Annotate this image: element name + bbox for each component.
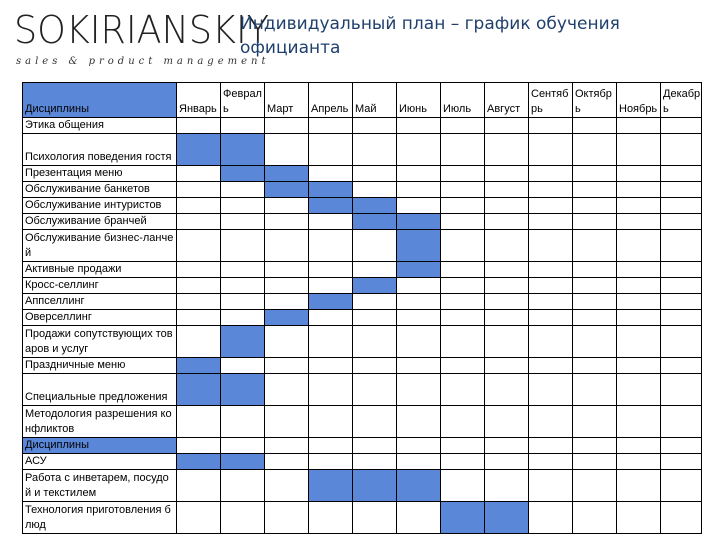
schedule-cell: [573, 406, 617, 438]
schedule-cell: [309, 438, 353, 454]
header-month: Сентяб рь: [529, 83, 573, 118]
schedule-cell-active: [309, 294, 353, 310]
table-row: [23, 294, 702, 310]
schedule-cell: [529, 310, 573, 326]
table-row: [23, 502, 702, 534]
schedule-cell: [441, 198, 485, 214]
table-row: [23, 134, 702, 166]
schedule-cell-active: [353, 278, 397, 294]
schedule-cell: [397, 198, 441, 214]
schedule-cell: [485, 198, 529, 214]
schedule-cell: [617, 358, 661, 374]
discipline-name: Обслуживание бизнес-ланчей: [23, 230, 177, 262]
schedule-cell: [573, 438, 617, 454]
schedule-cell-active: [485, 502, 529, 534]
schedule-cell: [661, 278, 702, 294]
schedule-cell: [617, 118, 661, 134]
table-row: [23, 166, 702, 182]
table-row: [23, 310, 702, 326]
header-month: Апрель: [309, 83, 353, 118]
header-month: Июль: [441, 83, 485, 118]
schedule-cell: [309, 262, 353, 278]
schedule-cell: [573, 118, 617, 134]
schedule-cell: [441, 182, 485, 198]
schedule-cell: [353, 502, 397, 534]
table-row: [23, 230, 702, 262]
schedule-cell: [617, 182, 661, 198]
schedule-cell: [265, 406, 309, 438]
table-row: [23, 214, 702, 230]
schedule-cell: [485, 134, 529, 166]
schedule-cell: [309, 230, 353, 262]
schedule-cell: [265, 262, 309, 278]
schedule-cell: [353, 294, 397, 310]
schedule-cell-active: [353, 198, 397, 214]
table-row: [23, 118, 702, 134]
schedule-cell: [485, 438, 529, 454]
schedule-cell: [573, 230, 617, 262]
schedule-cell: [353, 406, 397, 438]
schedule-cell: [617, 198, 661, 214]
schedule-cell: [661, 310, 702, 326]
schedule-cell: [265, 214, 309, 230]
schedule-cell: [441, 118, 485, 134]
schedule-cell: [485, 326, 529, 358]
schedule-cell: [221, 182, 265, 198]
schedule-cell-active: [441, 502, 485, 534]
schedule-cell: [529, 198, 573, 214]
schedule-cell: [617, 310, 661, 326]
schedule-cell-active: [353, 470, 397, 502]
schedule-cell: [353, 438, 397, 454]
schedule-cell: [617, 134, 661, 166]
schedule-cell: [485, 118, 529, 134]
schedule-cell: [397, 454, 441, 470]
schedule-cell: [221, 438, 265, 454]
schedule-cell: [573, 326, 617, 358]
schedule-cell: [617, 502, 661, 534]
schedule-cell: [221, 358, 265, 374]
schedule-cell: [485, 310, 529, 326]
schedule-cell: [177, 310, 221, 326]
schedule-cell: [221, 230, 265, 262]
schedule-cell: [397, 438, 441, 454]
schedule-cell-active: [309, 198, 353, 214]
schedule-cell: [265, 118, 309, 134]
schedule-cell: [661, 262, 702, 278]
schedule-cell: [485, 182, 529, 198]
schedule-cell: [309, 326, 353, 358]
header-month: Январь: [177, 83, 221, 118]
schedule-cell: [265, 470, 309, 502]
schedule-cell-active: [397, 214, 441, 230]
schedule-cell: [309, 406, 353, 438]
schedule-cell: [661, 438, 702, 454]
schedule-cell: [221, 310, 265, 326]
table-row: [23, 454, 702, 470]
schedule-cell: [309, 310, 353, 326]
schedule-cell: [353, 454, 397, 470]
schedule-cell: [485, 406, 529, 438]
schedule-cell: [529, 214, 573, 230]
schedule-cell: [617, 470, 661, 502]
schedule-cell: [529, 454, 573, 470]
discipline-name: Этика общения: [23, 118, 177, 134]
header-month: Декабр ь: [661, 83, 702, 118]
schedule-cell: [617, 374, 661, 406]
schedule-cell: [353, 182, 397, 198]
logo-tagline: sales & product management: [16, 56, 270, 67]
discipline-name: Кросс-селлинг: [23, 278, 177, 294]
discipline-name: Психология поведения гостя: [23, 134, 177, 166]
discipline-name: Специальные предложения: [23, 374, 177, 406]
schedule-cell: [265, 230, 309, 262]
schedule-cell-active: [353, 214, 397, 230]
schedule-cell: [441, 358, 485, 374]
schedule-cell: [529, 262, 573, 278]
schedule-cell: [617, 294, 661, 310]
schedule-cell: [441, 470, 485, 502]
schedule-cell: [309, 118, 353, 134]
schedule-cell: [661, 166, 702, 182]
discipline-name: Праздничные меню: [23, 358, 177, 374]
schedule-cell: [309, 278, 353, 294]
schedule-cell: [441, 214, 485, 230]
discipline-name: Обслуживание интуристов: [23, 198, 177, 214]
schedule-cell: [529, 294, 573, 310]
schedule-cell: [441, 326, 485, 358]
schedule-cell: [617, 166, 661, 182]
schedule-cell: [661, 118, 702, 134]
schedule-cell: [573, 214, 617, 230]
schedule-cell: [353, 310, 397, 326]
schedule-cell: [221, 502, 265, 534]
schedule-cell-active: [265, 166, 309, 182]
schedule-cell: [573, 166, 617, 182]
schedule-cell: [485, 454, 529, 470]
schedule-cell: [529, 182, 573, 198]
page-title: Индивидуальный план – график обучения официанта: [240, 14, 620, 58]
schedule-cell: [573, 374, 617, 406]
schedule-cell: [617, 230, 661, 262]
schedule-cell: [661, 470, 702, 502]
schedule-cell: [177, 326, 221, 358]
schedule-cell: [485, 358, 529, 374]
header-month: Август: [485, 83, 529, 118]
schedule-cell: [397, 134, 441, 166]
schedule-cell: [441, 134, 485, 166]
schedule-cell: [177, 438, 221, 454]
schedule-cell-active: [309, 470, 353, 502]
schedule-cell: [309, 358, 353, 374]
schedule-cell: [353, 326, 397, 358]
schedule-cell: [177, 118, 221, 134]
schedule-cell: [221, 262, 265, 278]
schedule-cell: [485, 278, 529, 294]
schedule-cell: [573, 358, 617, 374]
schedule-cell: [573, 470, 617, 502]
header-month: Октябр ь: [573, 83, 617, 118]
schedule-cell: [441, 166, 485, 182]
schedule-cell: [661, 326, 702, 358]
schedule-cell: [485, 262, 529, 278]
header-month: Июнь: [397, 83, 441, 118]
table-row: [23, 358, 702, 374]
schedule-cell-active: [221, 166, 265, 182]
schedule-cell: [529, 374, 573, 406]
schedule-cell: [397, 406, 441, 438]
schedule-cell: [485, 166, 529, 182]
discipline-name: Продажи сопутствующих товаров и услуг: [23, 326, 177, 358]
schedule-cell: [529, 326, 573, 358]
schedule-cell: [661, 198, 702, 214]
schedule-cell: [485, 214, 529, 230]
schedule-cell: [529, 438, 573, 454]
schedule-cell: [485, 470, 529, 502]
schedule-cell: [221, 278, 265, 294]
schedule-cell-active: [221, 134, 265, 166]
schedule-cell: [221, 294, 265, 310]
discipline-name: Технология приготовления блюд: [23, 502, 177, 534]
header-row: [23, 83, 702, 118]
schedule-cell: [397, 294, 441, 310]
schedule-cell: [265, 502, 309, 534]
schedule-cell-active: [221, 374, 265, 406]
schedule-cell: [265, 358, 309, 374]
discipline-name: Обслуживание бранчей: [23, 214, 177, 230]
schedule-cell-active: [177, 374, 221, 406]
schedule-cell: [529, 278, 573, 294]
schedule-cell-active: [221, 326, 265, 358]
schedule-cell-active: [265, 310, 309, 326]
header-discipline: Дисциплины: [23, 83, 177, 118]
schedule-cell: [485, 374, 529, 406]
discipline-name: Презентация меню: [23, 166, 177, 182]
table-row: [23, 470, 702, 502]
schedule-cell: [265, 278, 309, 294]
table-row: [23, 262, 702, 278]
training-schedule-table: [22, 82, 702, 534]
schedule-cell: [441, 278, 485, 294]
schedule-cell: [617, 214, 661, 230]
schedule-cell: [617, 278, 661, 294]
schedule-cell: [353, 118, 397, 134]
schedule-cell: [661, 134, 702, 166]
table-row: [23, 406, 702, 438]
schedule-cell-active: [221, 454, 265, 470]
schedule-cell: [353, 134, 397, 166]
schedule-cell: [309, 502, 353, 534]
schedule-cell: [177, 502, 221, 534]
schedule-cell-active: [265, 182, 309, 198]
schedule-cell: [265, 198, 309, 214]
schedule-cell-active: [397, 470, 441, 502]
schedule-cell: [573, 182, 617, 198]
schedule-cell: [617, 454, 661, 470]
schedule-cell: [309, 374, 353, 406]
schedule-cell: [661, 374, 702, 406]
schedule-cell: [529, 470, 573, 502]
schedule-cell: [221, 470, 265, 502]
schedule-cell: [221, 118, 265, 134]
logo-name: SOKIRIANSKIY: [14, 8, 270, 52]
discipline-name: Обслуживание банкетов: [23, 182, 177, 198]
schedule-cell: [573, 310, 617, 326]
schedule-cell: [441, 294, 485, 310]
schedule-cell: [397, 166, 441, 182]
schedule-cell: [265, 294, 309, 310]
schedule-cell: [573, 198, 617, 214]
schedule-cell: [265, 134, 309, 166]
schedule-cell: [573, 278, 617, 294]
schedule-cell: [309, 166, 353, 182]
schedule-cell: [529, 230, 573, 262]
schedule-cell: [177, 406, 221, 438]
schedule-cell: [353, 358, 397, 374]
schedule-cell: [573, 134, 617, 166]
discipline-name: Аппселлинг: [23, 294, 177, 310]
schedule-cell: [441, 454, 485, 470]
table-row: [23, 198, 702, 214]
schedule-cell: [617, 262, 661, 278]
schedule-cell: [441, 230, 485, 262]
discipline-name: Дисциплины: [23, 438, 177, 454]
table-row: [23, 374, 702, 406]
schedule-cell: [177, 470, 221, 502]
discipline-name: АСУ: [23, 454, 177, 470]
schedule-cell: [177, 182, 221, 198]
schedule-cell: [177, 198, 221, 214]
schedule-cell: [661, 294, 702, 310]
schedule-cell: [353, 230, 397, 262]
schedule-cell: [397, 118, 441, 134]
schedule-cell: [441, 262, 485, 278]
schedule-cell: [441, 406, 485, 438]
schedule-cell: [485, 230, 529, 262]
header-month: Март: [265, 83, 309, 118]
schedule-cell: [441, 310, 485, 326]
schedule-cell: [397, 182, 441, 198]
schedule-cell: [529, 502, 573, 534]
schedule-cell: [617, 326, 661, 358]
schedule-cell: [661, 230, 702, 262]
schedule-cell: [353, 374, 397, 406]
schedule-cell: [177, 230, 221, 262]
schedule-cell: [353, 262, 397, 278]
schedule-cell: [177, 262, 221, 278]
schedule-cell: [617, 438, 661, 454]
discipline-name: Активные продажи: [23, 262, 177, 278]
schedule-cell-active: [177, 358, 221, 374]
schedule-cell: [397, 358, 441, 374]
schedule-cell: [573, 502, 617, 534]
schedule-cell: [573, 454, 617, 470]
schedule-cell: [309, 134, 353, 166]
schedule-cell: [177, 294, 221, 310]
schedule-cell: [573, 294, 617, 310]
discipline-name: Оверселлинг: [23, 310, 177, 326]
schedule-cell: [221, 214, 265, 230]
schedule-cell: [661, 182, 702, 198]
schedule-cell: [573, 262, 617, 278]
schedule-cell-active: [177, 134, 221, 166]
schedule-cell: [397, 310, 441, 326]
header-month: Май: [353, 83, 397, 118]
schedule-cell: [177, 278, 221, 294]
schedule-cell: [265, 454, 309, 470]
company-logo: [14, 8, 270, 72]
schedule-cell: [441, 438, 485, 454]
schedule-cell: [221, 406, 265, 438]
schedule-cell: [177, 214, 221, 230]
schedule-cell: [485, 294, 529, 310]
schedule-cell: [309, 214, 353, 230]
schedule-cell: [661, 406, 702, 438]
schedule-cell: [309, 454, 353, 470]
header-month: Ноябрь: [617, 83, 661, 118]
schedule-cell-active: [397, 230, 441, 262]
discipline-name: Работа с инветарем, посудой и текстилем: [23, 470, 177, 502]
schedule-cell: [441, 374, 485, 406]
schedule-cell: [529, 166, 573, 182]
schedule-cell: [529, 118, 573, 134]
schedule-cell: [397, 374, 441, 406]
schedule-cell: [397, 502, 441, 534]
header-month: Феврал ь: [221, 83, 265, 118]
schedule-cell: [177, 166, 221, 182]
schedule-cell: [265, 326, 309, 358]
schedule-cell: [661, 454, 702, 470]
table-row: [23, 326, 702, 358]
schedule-cell-active: [309, 182, 353, 198]
schedule-cell: [661, 502, 702, 534]
table-row: [23, 182, 702, 198]
table-row: [23, 278, 702, 294]
discipline-name: Методология разрешения конфликтов: [23, 406, 177, 438]
schedule-cell: [529, 358, 573, 374]
schedule-cell: [397, 326, 441, 358]
schedule-cell: [661, 214, 702, 230]
schedule-cell: [265, 374, 309, 406]
schedule-cell: [617, 406, 661, 438]
schedule-cell: [397, 278, 441, 294]
schedule-cell: [265, 438, 309, 454]
schedule-cell-active: [177, 454, 221, 470]
schedule-cell: [661, 358, 702, 374]
schedule-cell: [353, 166, 397, 182]
schedule-cell-active: [397, 262, 441, 278]
schedule-cell: [529, 134, 573, 166]
schedule-cell: [221, 198, 265, 214]
schedule-cell: [529, 406, 573, 438]
table-row: [23, 438, 702, 454]
